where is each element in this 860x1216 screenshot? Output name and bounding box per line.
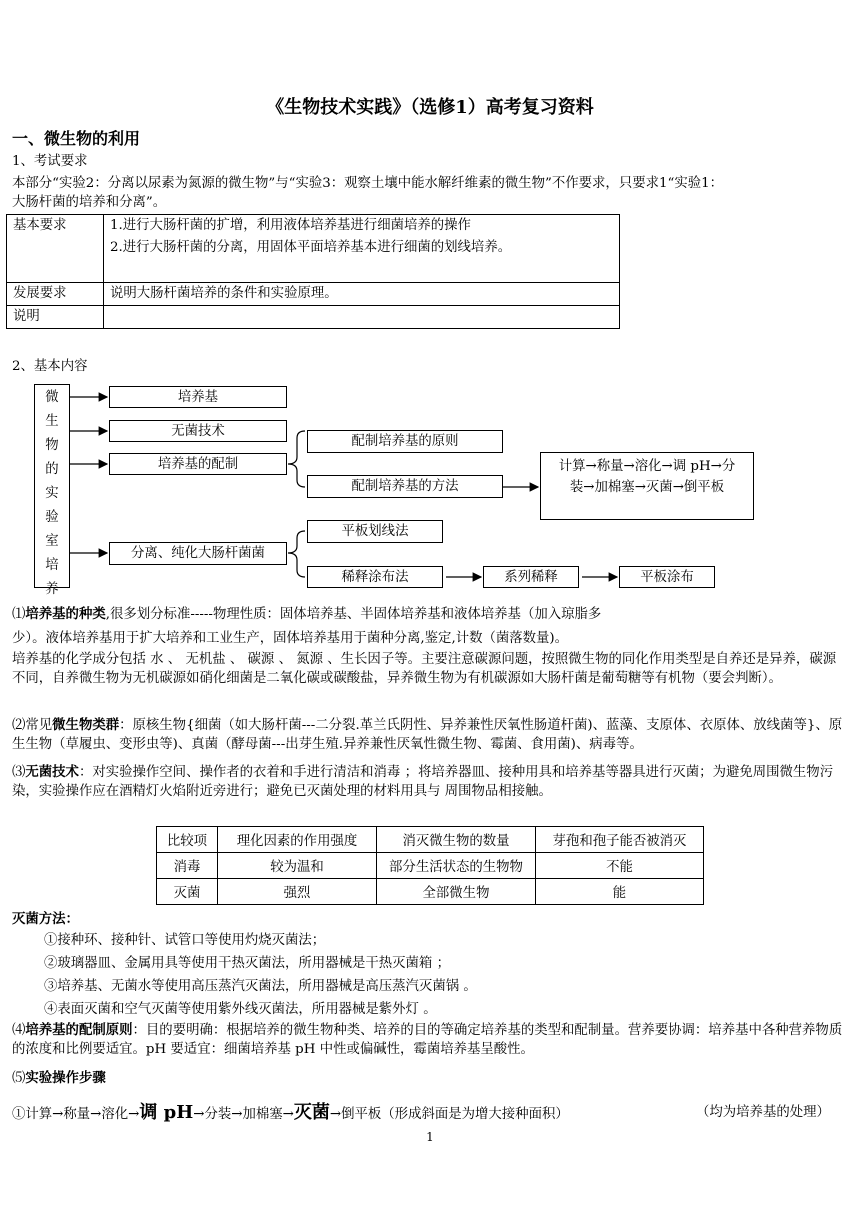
req-basic-line-1: 1.进行大肠杆菌的扩增，利用液体培养基进行细菌培养的操作 [110, 218, 471, 233]
para-num: ⑴ [12, 607, 26, 622]
table-cell: 较为温和 [218, 853, 377, 879]
para-term: 无菌技术 [25, 764, 79, 780]
root-char: 实 [45, 486, 59, 501]
exam-req-text-2: 大肠杆菌的培养和分离”。 [12, 195, 167, 210]
root-char: 的 [45, 462, 59, 477]
method-item: ②玻璃器皿、金属用具等使用干热灭菌法，所用器械是干热灭菌箱 ； [44, 956, 450, 971]
spread-plate-box: 平板涂布 [619, 566, 715, 588]
flow-text: →分装→加棉塞→ [193, 1107, 294, 1122]
page-title: 《生物技术实践》（选修1）高考复习资料 [266, 97, 594, 118]
page-number: 1 [426, 1130, 434, 1144]
table-header: 比较项 [157, 827, 218, 853]
diagram-root-box [34, 384, 70, 597]
table-cell: 部分生活状态的生物物 [377, 853, 536, 879]
para-5-heading [12, 1067, 106, 1086]
para-1-body: 培养基的化学成分包括 水 、 无机盐 、 碳源 、 氮源 、生长因子等。主要注意碳源问题，按照微生物的同化作用类型是自养还是异养，碳源不同，自养微生物为无机碳源如硝化细菌是二氧化碳或碳酸盐，异养微生物为有机碳源如大肠杆菌是葡萄糖等有机物（要会判断）。 [12, 652, 837, 686]
flow-emphasis: 调 pH [139, 1102, 194, 1123]
para-num: ⑵常见 [12, 718, 53, 733]
para-term: 微生物类群 [52, 717, 120, 733]
para-term: 培养基的种类 [25, 606, 106, 622]
sterilize-heading: 灭菌方法： [12, 911, 79, 927]
procedure-flow [12, 1098, 569, 1124]
root-char: 室 [45, 534, 59, 549]
streak-box: 平板划线法 [307, 520, 443, 543]
para-num: ⑶ [12, 765, 26, 780]
root-char: 养 [45, 582, 59, 597]
serial-dilution-box: 系列稀释 [483, 566, 579, 588]
root-char: 微 [45, 390, 59, 405]
steps-line-2: 装→加棉塞→灭菌→倒平板 [569, 480, 725, 495]
req-label-develop: 发展要求 [7, 283, 104, 306]
table-cell: 能 [536, 879, 704, 905]
root-char: 培 [45, 558, 59, 573]
para-term: 培养基的配制原则 [25, 1022, 133, 1038]
table-row [157, 853, 704, 879]
exam-req-heading: 1、考试要求 [12, 154, 88, 169]
exam-req-text-1: 本部分“实验2：分离以尿素为氮源的微生物”与“实验3：观察土壤中能水解纤维素的微生物”不作要求，只要求1“实验1： [12, 176, 724, 191]
table-header: 芽孢和孢子能否被消灭 [536, 827, 704, 853]
table-cell: 灭菌 [157, 879, 218, 905]
table-cell: 全部微生物 [377, 879, 536, 905]
table-header: 消灭微生物的数量 [377, 827, 536, 853]
para-1-line-2: 少）。液体培养基用于扩大培养和工业生产，固体培养基用于菌种分离,鉴定,计数（菌落数量)。 [12, 631, 569, 646]
flow-text: ①计算→称量→溶化→ [12, 1107, 140, 1122]
method-item: ③培养基、无菌水等使用高压蒸汽灭菌法，所用器械是高压蒸汽灭菌锅 。 [44, 979, 477, 994]
flow-text: →倒平板（形成斜面是为增大接种面积） [329, 1107, 569, 1122]
para-text: ：对实验操作空间、操作者的衣着和手进行清洁和消毒 ；将培养器皿、接种用具和培养基等器具进行灭菌；为避免周围微生物污染，实验操作应在酒精灯火焰附近旁进行；避免已灭菌处理的材料用具与 周围物品相接触。 [12, 765, 834, 799]
table-cell: 消毒 [157, 853, 218, 879]
steps-line-1: 计算→称量→溶化→调 pH→分 [558, 459, 736, 474]
flow-note: （均为培养基的处理） [696, 1105, 830, 1120]
table-row [157, 879, 704, 905]
para-num: ⑷ [12, 1023, 26, 1038]
para-num: ⑸ [12, 1071, 26, 1086]
comparison-table [156, 826, 704, 905]
table-cell: 不能 [536, 853, 704, 879]
req-basic-line-2: 2.进行大肠杆菌的分离，用固体平面培养基本进行细菌的划线培养。 [110, 240, 512, 255]
table-header: 理化因素的作用强度 [218, 827, 377, 853]
sterile-box: 无菌技术 [109, 420, 287, 442]
para-1-line-1 [12, 603, 601, 622]
prep-box: 培养基的配制 [109, 453, 287, 475]
prep-steps-box [540, 452, 754, 520]
para-text: ：目的要明确：根据培养的微生物种类、培养的目的等确定培养基的类型和配制量。营养要协调：培养基中各种营养物质的浓度和比例要适宜。pH 要适宜：细菌培养基 pH 中性或偏碱性，霉菌培养基呈酸性。 [12, 1023, 843, 1057]
para-3 [12, 763, 848, 801]
root-char: 生 [45, 414, 59, 429]
para-4 [12, 1021, 848, 1059]
prep-principle-box: 配制培养基的原则 [307, 430, 503, 453]
root-char: 物 [45, 438, 59, 453]
table-header-row [157, 827, 704, 853]
req-label-note: 说明 [7, 306, 104, 329]
para-2 [12, 716, 848, 754]
flow-emphasis: 灭菌 [293, 1102, 330, 1123]
medium-box: 培养基 [109, 386, 287, 408]
para-term: 实验操作步骤 [25, 1070, 106, 1086]
table-cell: 强烈 [218, 879, 377, 905]
section-heading: 一、微生物的利用 [12, 129, 141, 148]
dilution-box: 稀释涂布法 [307, 566, 443, 588]
req-value-develop: 说明大肠杆菌培养的条件和实验原理。 [104, 283, 620, 306]
prep-method-box: 配制培养基的方法 [307, 475, 503, 498]
method-item: ①接种环、接种针、试管口等使用灼烧灭菌法； [44, 933, 326, 948]
basic-content-heading: 2、基本内容 [12, 359, 88, 374]
req-label-basic: 基本要求 [7, 215, 104, 283]
root-char: 验 [45, 510, 59, 525]
para-text: ,很多划分标准-----物理性质：固体培养基、半固体培养基和液体培养基（加入琼脂多 [105, 607, 602, 622]
para-text: ：原核生物{细菌（如大肠杆菌---二分裂.革兰氏阴性、异养兼性厌氧性肠道杆菌)、蓝藻、支原体、衣原体、放线菌等}、原生生物（草履虫、变形虫等)、真菌（酵母菌---出芽生殖.异养兼性厌氧性微生物、霉菌、食用菌)、病毒等。 [12, 718, 843, 752]
isolate-box: 分离、纯化大肠杆菌菌 [109, 542, 287, 565]
method-item: ④表面灭菌和空气灭菌等使用紫外线灭菌法，所用器械是紫外灯 。 [44, 1002, 437, 1017]
